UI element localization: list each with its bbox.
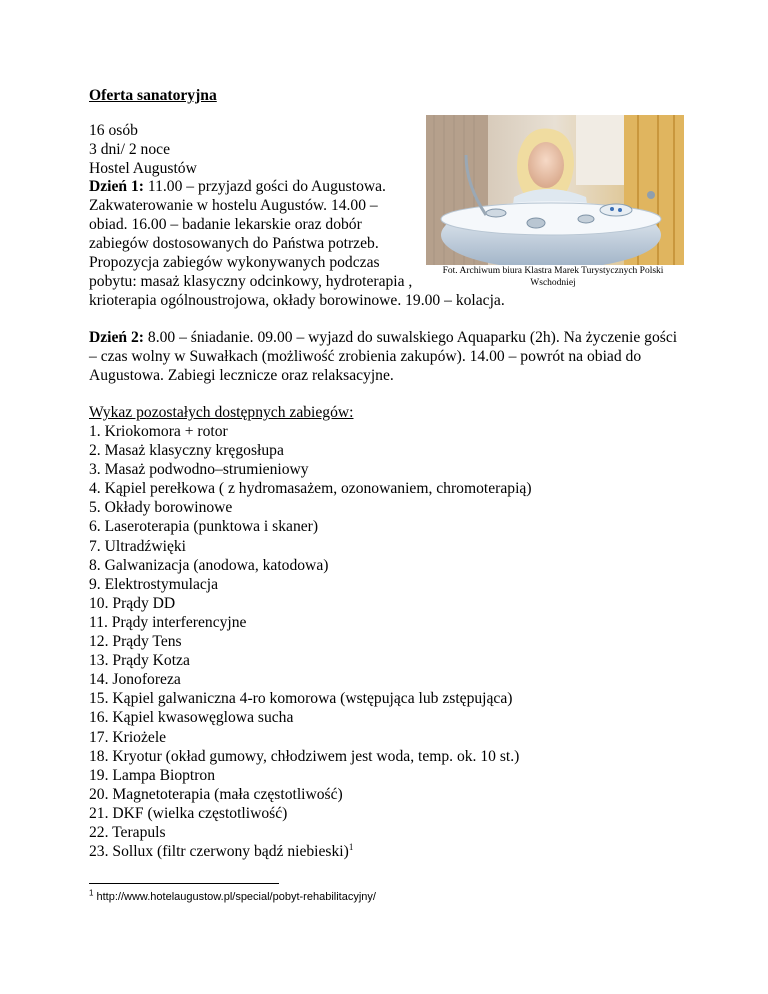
footnote-separator bbox=[89, 883, 279, 884]
day1-line: 11.00 – przyjazd gości do Augustowa. bbox=[144, 178, 386, 195]
day2-label: Dzień 2: bbox=[89, 329, 144, 346]
photo-caption: Fot. Archiwum biura Klastra Marek Turystycznych Polski Wschodniej bbox=[442, 266, 664, 288]
list-item: 12. Prądy Tens bbox=[89, 633, 182, 651]
list-item: 14. Jonoforeza bbox=[89, 671, 181, 689]
list-item: 19. Lampa Bioptron bbox=[89, 766, 216, 784]
list-item: 9. Elektrostymulacja bbox=[89, 575, 219, 593]
list-item: 18. Kryotur (okład gumowy, chłodziwem jest woda, temp. ok. 10 st.) bbox=[89, 747, 520, 765]
day2-line: 8.00 – śniadanie. 09.00 – wyjazd do suwalskiego Aquaparku (2h). Na życzenie gości bbox=[144, 329, 678, 346]
list-item: 3. Masaż podwodno–strumieniowy bbox=[89, 461, 309, 479]
accommodation: Hostel Augustów bbox=[89, 160, 197, 177]
list-item: 16. Kąpiel kwasowęglowa sucha bbox=[89, 709, 294, 727]
list-item: 5. Okłady borowinowe bbox=[89, 499, 233, 517]
list-item: 11. Prądy interferencyjne bbox=[89, 613, 247, 631]
list-item: 4. Kąpiel perełkowa ( z hydromasażem, ozonowaniem, chromoterapią) bbox=[89, 480, 532, 498]
list-item: 10. Prądy DD bbox=[89, 594, 176, 612]
list-item-text: 23. Sollux (filtr czerwony bądź niebieski) bbox=[89, 843, 349, 861]
list-item: 21. DKF (wielka częstotliwość) bbox=[89, 804, 288, 822]
day1-line: Propozycja zabiegów wykonywanych podczas bbox=[89, 254, 380, 271]
treatments-title: Wykaz pozostałych dostępnych zabiegów: bbox=[89, 404, 354, 421]
day1-line: pobytu: masaż klasyczny odcinkowy, hydroterapia , bbox=[89, 273, 413, 290]
list-item: 15. Kąpiel galwaniczna 4-ro komorowa (wstępująca lub zstępująca) bbox=[89, 690, 513, 708]
list-item: 22. Terapuls bbox=[89, 823, 166, 841]
day2-line: Augustowa. Zabiegi lecznicze oraz relaksacyjne. bbox=[89, 367, 394, 384]
treatments-list bbox=[89, 422, 532, 861]
list-item: 8. Galwanizacja (anodowa, katodowa) bbox=[89, 556, 329, 574]
cryotherapy-photo bbox=[426, 115, 684, 265]
list-item: 2. Masaż klasyczny kręgosłupa bbox=[89, 442, 284, 460]
list-item: 7. Ultradźwięki bbox=[89, 537, 186, 555]
group-size: 16 osób bbox=[89, 122, 138, 139]
list-item: 6. Laseroterapia (punktowa i skaner) bbox=[89, 518, 319, 536]
footnote bbox=[89, 890, 376, 904]
offer-meta bbox=[89, 121, 197, 178]
list-item: 1. Kriokomora + rotor bbox=[89, 423, 228, 440]
footnote-url[interactable]: http://www.hotelaugustow.pl/special/pobyt-rehabilitacyjny/ bbox=[93, 891, 376, 903]
day2-line: – czas wolny w Suwałkach (możliwość zrobienia zakupów). 14.00 – powrót na obiad do bbox=[89, 348, 642, 365]
day1-line: zabiegów dostosowanych do Państwa potrzeb. bbox=[89, 235, 379, 252]
footnote-mark: 1 bbox=[89, 888, 94, 898]
day1-label: Dzień 1: bbox=[89, 178, 144, 195]
day1-line: krioterapia ogólnoustrojowa, okłady borowinowe. 19.00 – kolacja. bbox=[89, 292, 505, 309]
stay-duration: 3 dni/ 2 noce bbox=[89, 141, 170, 158]
list-item: 20. Magnetoterapia (mała częstotliwość) bbox=[89, 785, 343, 803]
day1-line: obiad. 16.00 – badanie lekarskie oraz dobór bbox=[89, 216, 362, 233]
footnote-reference[interactable]: 1 bbox=[348, 841, 354, 852]
list-item bbox=[89, 842, 532, 861]
document-title: Oferta sanatoryjna bbox=[89, 87, 217, 104]
day2-paragraph bbox=[89, 328, 689, 385]
list-item: 17. Kriożele bbox=[89, 728, 167, 746]
list-item: 13. Prądy Kotza bbox=[89, 652, 190, 670]
day1-line: Zakwaterowanie w hostelu Augustów. 14.00 – bbox=[89, 197, 378, 214]
